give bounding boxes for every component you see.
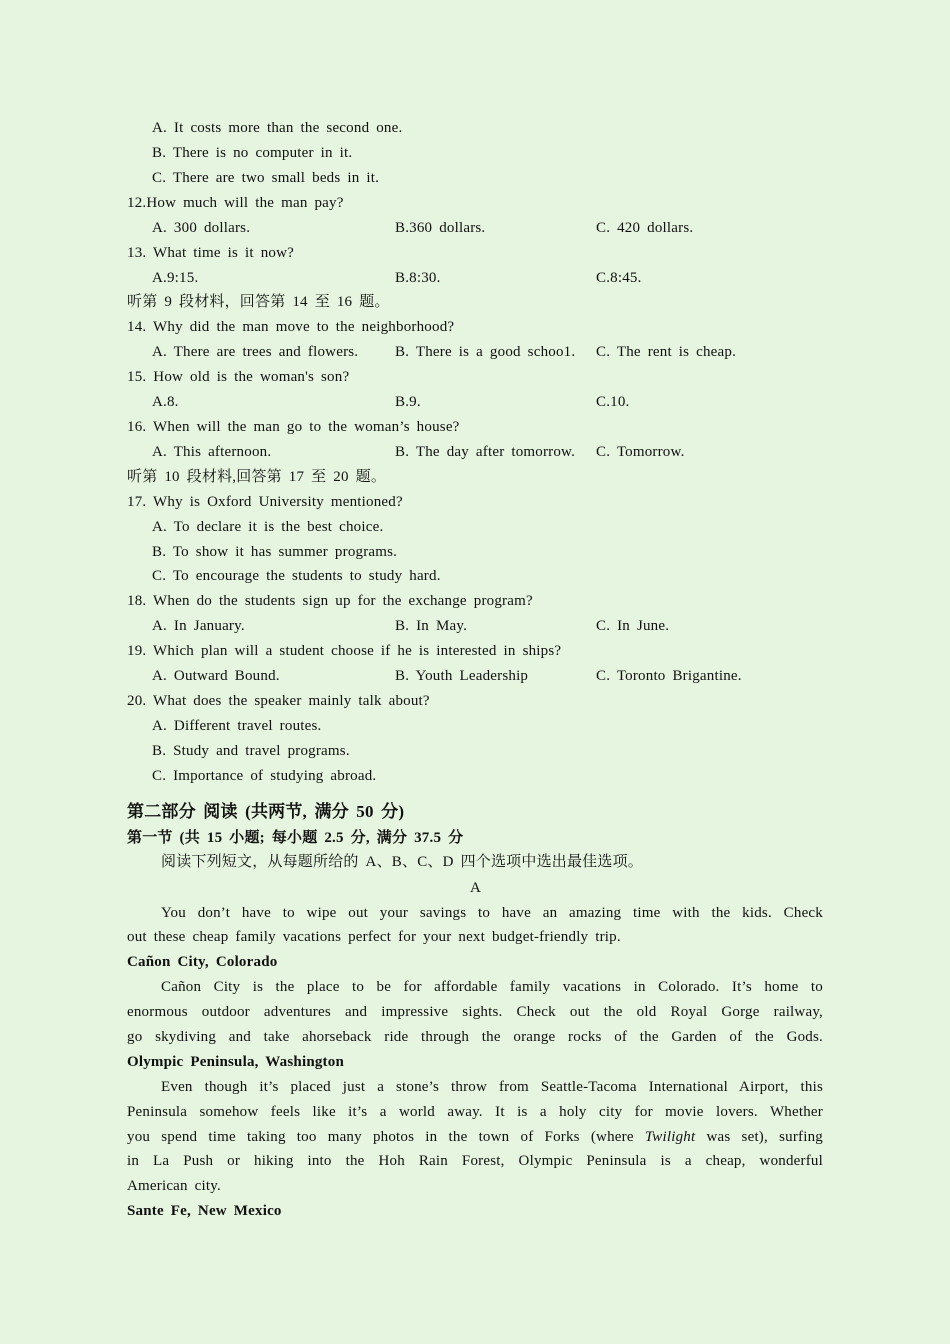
q12-option-b: B.360 dollars. (395, 220, 486, 236)
intro-line-1: You don’t have to wipe out your savings to have an amazing time with the kids. Check (161, 905, 823, 921)
canon-line-3: go skydiving and take ahorseback ride through the orange rocks of the Garden of the Gods. (127, 1029, 823, 1045)
q19-stem: 19. Which plan will a student choose if he is interested in ships? (127, 643, 562, 659)
q19-option-c: C. Toronto Brigantine. (596, 668, 742, 684)
q11-option-a: A. It costs more than the second one. (152, 120, 403, 136)
q18-option-a: A. In January. (152, 618, 245, 634)
santa-fe-heading: Sante Fe, New Mexico (127, 1203, 282, 1219)
q16-stem: 16. When will the man go to the woman’s house? (127, 419, 460, 435)
q19-option-a: A. Outward Bound. (152, 668, 280, 684)
q18-stem: 18. When do the students sign up for the exchange program? (127, 593, 533, 609)
q14-option-a: A. There are trees and flowers. (152, 344, 359, 360)
q17-option-c: C. To encourage the students to study hard. (152, 568, 441, 584)
q16-option-b: B. The day after tomorrow. (395, 444, 576, 460)
section-one-title: 第一节 (共 15 小题; 每小题 2.5 分, 满分 37.5 分 (127, 830, 464, 846)
q14-stem: 14. Why did the man move to the neighborhood? (127, 319, 455, 335)
twilight-title: Twilight (644, 1129, 696, 1145)
q20-stem: 20. What does the speaker mainly talk about? (127, 693, 430, 709)
olympic-line-5: American city. (127, 1178, 221, 1194)
q20-option-b: B. Study and travel programs. (152, 743, 350, 759)
part-two-title: 第二部分 阅读 (共两节, 满分 50 分) (127, 802, 405, 821)
q16-option-a: A. This afternoon. (152, 444, 272, 460)
olympic-line-3-end: was set), surfing (706, 1129, 823, 1145)
q13-option-b: B.8:30. (395, 270, 441, 286)
section-9-instruction: 听第 9 段材料，回答第 14 至 16 题。 (127, 294, 390, 310)
q15-stem: 15. How old is the woman's son? (127, 369, 350, 385)
q15-option-a: A.8. (152, 394, 179, 410)
q13-option-a: A.9:15. (152, 270, 199, 286)
q12-stem: 12.How much will the man pay? (127, 195, 344, 211)
olympic-line-3-start: you spend time taking too many photos in the town of Forks (where (127, 1129, 645, 1145)
q15-option-c: C.10. (596, 394, 630, 410)
canon-line-2: enormous outdoor adventures and impressive sights. Check out the old Royal Gorge railway, (127, 1004, 823, 1020)
olympic-line-2: Peninsula somehow feels like it’s a world away. It is a holy city for movie lovers. Whether (127, 1104, 823, 1120)
q16-option-c: C. Tomorrow. (596, 444, 685, 460)
q12-option-c: C. 420 dollars. (596, 220, 694, 236)
q18-option-b: B. In May. (395, 618, 468, 634)
passage-label: A (470, 880, 482, 896)
q18-option-c: C. In June. (596, 618, 670, 634)
q20-option-a: A. Different travel routes. (152, 718, 322, 734)
canon-city-heading: Cañon City, Colorado (127, 954, 278, 970)
olympic-peninsula-heading: Olympic Peninsula, Washington (127, 1054, 344, 1070)
q12-option-a: A. 300 dollars. (152, 220, 251, 236)
q11-option-b: B. There is no computer in it. (152, 145, 353, 161)
q13-stem: 13. What time is it now? (127, 245, 295, 261)
reading-instruction: 阅读下列短文，从每题所给的 A、B、C、D 四个选项中选出最佳选项。 (161, 854, 643, 870)
q19-option-b: B. Youth Leadership (395, 668, 529, 684)
q20-option-c: C. Importance of studying abroad. (152, 768, 377, 784)
q17-option-b: B. To show it has summer programs. (152, 544, 398, 560)
canon-line-1: Cañon City is the place to be for affordable family vacations in Colorado. It’s home to (161, 979, 823, 995)
q15-option-b: B.9. (395, 394, 421, 410)
olympic-line-1: Even though it’s placed just a stone’s throw from Seattle-Tacoma International Airport, this (161, 1079, 823, 1095)
q14-option-b: B. There is a good schoo1. (395, 344, 576, 360)
intro-line-2: out these cheap family vacations perfect for your next budget-friendly trip. (127, 929, 621, 945)
olympic-line-3 (127, 1127, 823, 1147)
q13-option-c: C.8:45. (596, 270, 642, 286)
q17-stem: 17. Why is Oxford University mentioned? (127, 494, 403, 510)
olympic-line-4: in La Push or hiking into the Hoh Rain Forest, Olympic Peninsula is a cheap, wonderful (127, 1153, 823, 1169)
q11-option-c: C. There are two small beds in it. (152, 170, 380, 186)
q17-option-a: A. To declare it is the best choice. (152, 519, 384, 535)
q14-option-c: C. The rent is cheap. (596, 344, 737, 360)
section-10-instruction: 听第 10 段材料,回答第 17 至 20 题。 (127, 469, 387, 485)
